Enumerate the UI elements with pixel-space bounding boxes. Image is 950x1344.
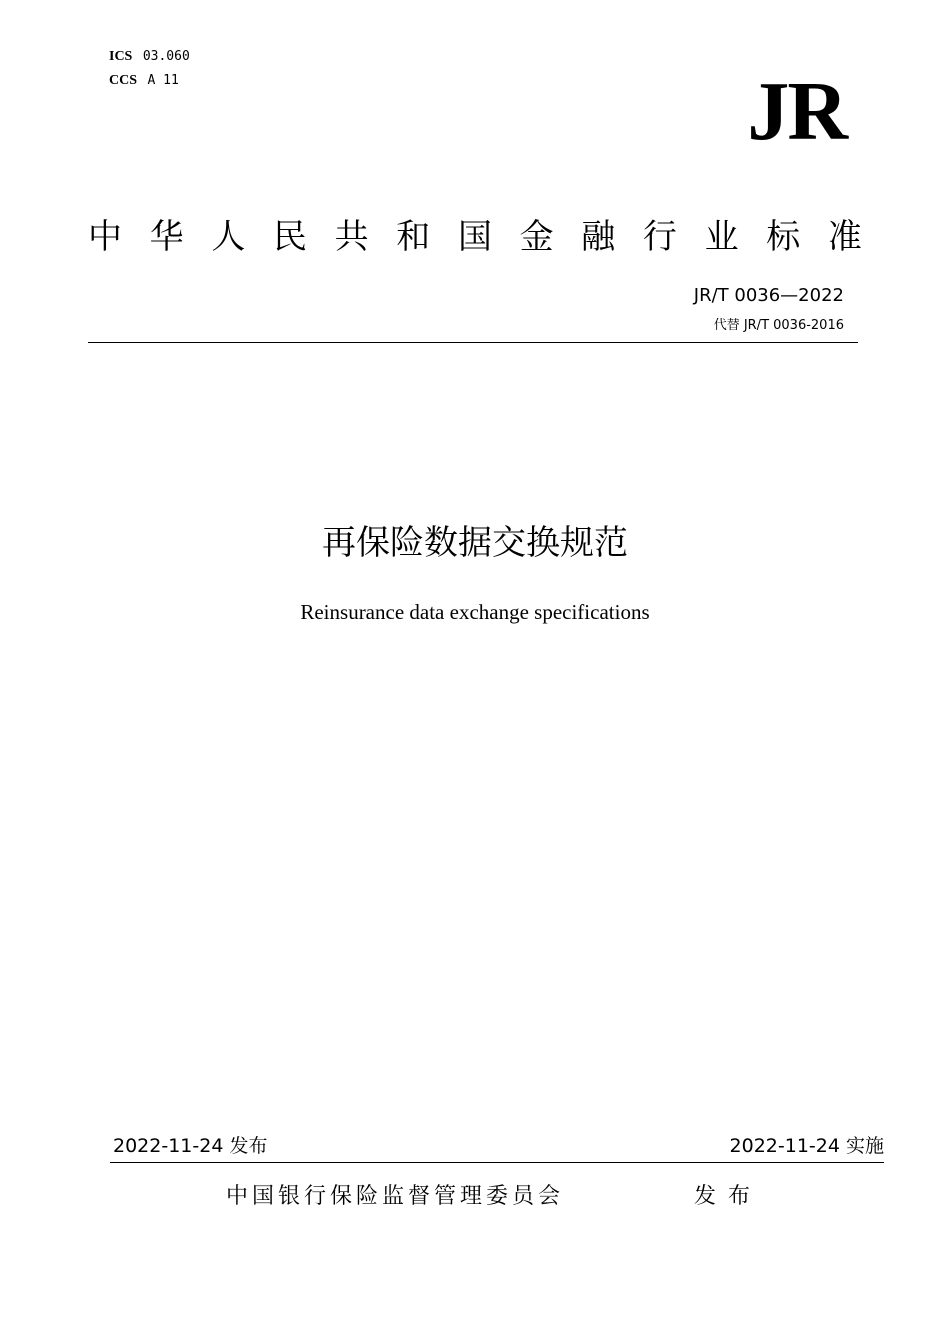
standard-category-title [88, 212, 862, 262]
category-char: 行 [642, 217, 677, 257]
ccs-classification [109, 72, 179, 89]
category-char: 融 [581, 217, 616, 257]
header-divider [88, 342, 858, 343]
ics-label: ICS [109, 49, 133, 64]
category-char: 和 [396, 217, 431, 257]
category-char: 金 [519, 217, 554, 257]
category-char: 中 [88, 217, 122, 257]
category-char: 国 [457, 217, 492, 257]
ccs-label: CCS [109, 73, 138, 88]
standard-number: JR/T 0036—2022 [693, 285, 844, 306]
category-char: 民 [272, 217, 307, 257]
issuing-authority: 中国银行保险监督管理委员会 [226, 1184, 565, 1209]
publish-date: 2022-11-24 发布 [113, 1135, 268, 1157]
ics-code: 03.060 [142, 49, 190, 64]
category-char: 人 [211, 217, 246, 257]
effective-date: 2022-11-24 实施 [729, 1135, 884, 1157]
footer-divider [110, 1162, 884, 1163]
category-char: 标 [766, 217, 801, 257]
ics-classification [109, 48, 190, 65]
document-title-chinese: 再保险数据交换规范 [322, 523, 628, 563]
category-char: 共 [334, 217, 369, 257]
category-char: 业 [704, 217, 739, 257]
replaces-standard: 代替 JR/T 0036-2016 [713, 318, 844, 333]
document-title-english: Reinsurance data exchange specifications [300, 600, 650, 624]
category-char: 准 [827, 217, 862, 257]
issuer-action: 发布 [694, 1184, 763, 1209]
jr-standard-logo: JR [747, 65, 846, 158]
category-char: 华 [149, 217, 184, 257]
ccs-code: A 11 [147, 73, 179, 88]
